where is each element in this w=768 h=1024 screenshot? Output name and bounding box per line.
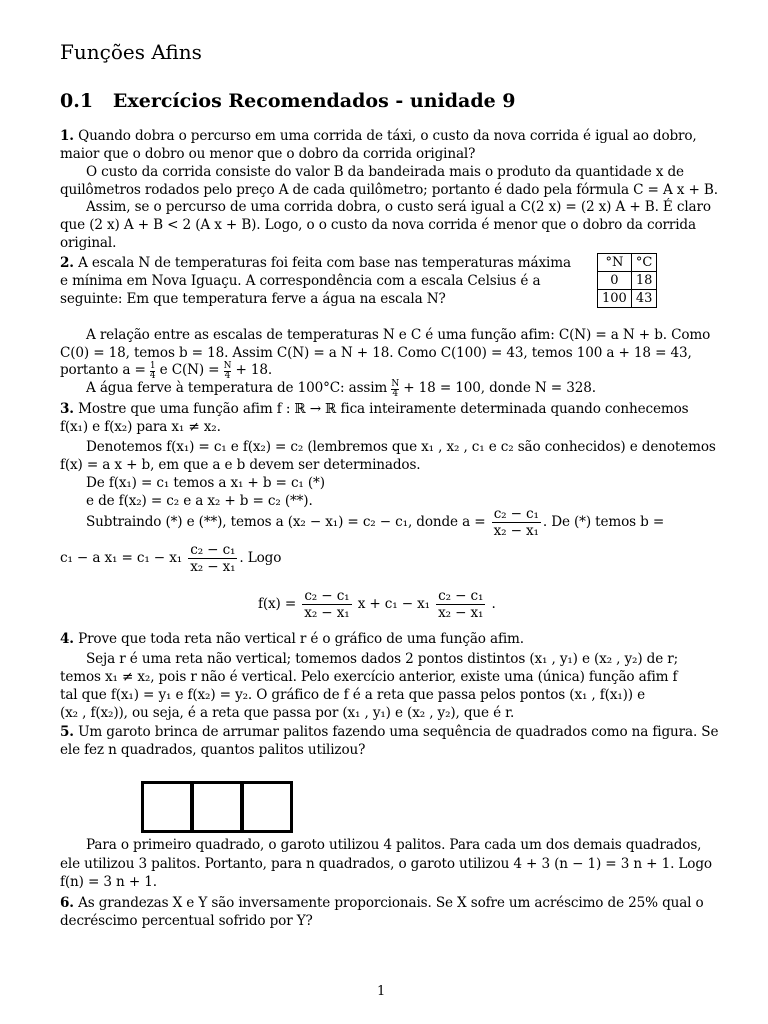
table-cell: 0 — [598, 272, 632, 290]
ex3-answer-line: Denotemos f(x₁) = c₁ e f(x₂) = c₂ (lembremos que x₁ , x₂ , c₁ e c₂ são conhecidos) e denotemos — [86, 439, 716, 455]
fraction: $\frac{\text{c₂ − c₁}}{\text{x₂ − x₁}}$ — [190, 542, 236, 575]
ex3-answer-line: f(x) = a x + b, em que a e b devem ser determinados. — [60, 457, 421, 473]
ex4-answer-line: (x₂ , f(x₂)), ou seja, é a reta que passa por (x₁ , y₁) e (x₂ , y₂), que é r. — [60, 705, 515, 721]
table-cell: °C — [631, 254, 657, 272]
ex4-answer-line: tal que f(x₁) = y₁ e f(x₂) = y₂. O gráfico de f é a reta que passa pelos pontos (x₁ , f(x₁)) e — [60, 687, 646, 703]
ex1-number: 1. — [60, 128, 74, 144]
section-heading — [60, 90, 516, 112]
inline-fraction: $\frac{1}{4}$ — [149, 361, 156, 381]
ex1-question-line: maior que o dobro ou menor que o dobro da corrida original? — [60, 146, 476, 162]
ex1-answer-line: O custo da corrida consiste do valor B da bandeirada mais o produto da quantidade x de — [86, 164, 684, 180]
ex5-answer-line: ele utilizou 3 palitos. Portanto, para n quadrados, o garoto utilizou 4 + 3 (n − 1) = 3 n + 1. Logo — [60, 856, 712, 872]
ex4-question-line: 4. Prove que toda reta não vertical r é o gráfico de uma função afim. — [60, 631, 524, 647]
fraction: $\frac{\text{c₂ − c₁}}{\text{x₂ − x₁}}$ — [304, 588, 350, 621]
ex1-answer-line: quilômetros rodados pelo preço A de cada quilômetro; portanto é dado pela fórmula C = A x + B. — [60, 182, 718, 198]
fraction: $\frac{\text{c₂ − c₁}}{\text{x₂ − x₁}}$ — [438, 588, 484, 621]
ex4-answer-line: temos x₁ ≠ x₂, pois r não é vertical. Pelo exercício anterior, existe uma (única) função afim f — [60, 669, 678, 685]
ex4-number: 4. — [60, 631, 74, 647]
page-number: 1 — [377, 984, 386, 999]
ex5-question-line: ele fez n quadrados, quantos palitos utilizou? — [60, 742, 366, 758]
ex2-question-line: seguinte: Em que temperatura ferve a água na escala N? — [60, 291, 446, 307]
ex5-answer-line: Para o primeiro quadrado, o garoto utilizou 4 palitos. Para cada um dos demais quadrados, — [86, 837, 702, 853]
ex1-answer-line: Assim, se o percurso de uma corrida dobra, o custo será igual a C(2 x) = (2 x) A + B. É claro — [86, 199, 711, 215]
ex5-answer-line: f(n) = 3 n + 1. — [60, 874, 157, 890]
section-number: 0.1 — [60, 90, 94, 112]
ex3-question-line: f(x₁) e f(x₂) para x₁ ≠ x₂. — [60, 419, 221, 435]
ex2-answer-line: C(0) = 18, temos b = 18. Assim C(N) = a N + 18. Como C(100) = 43, temos 100 a + 18 = 43, — [60, 345, 692, 361]
table-row — [598, 272, 657, 290]
matchstick-square — [191, 781, 243, 833]
ex3-answer-line: De f(x₁) = c₁ temos a x₁ + b = c₁ (*) — [86, 475, 325, 491]
table-header-row — [598, 254, 657, 272]
ex1-answer-line: que (2 x) A + B < 2 (A x + B). Logo, o o custo da nova corrida é menor que o dobro da corrida — [60, 217, 696, 233]
temperature-table — [597, 253, 657, 308]
ex6-question-line: decréscimo percentual sofrido por Y? — [60, 913, 313, 929]
matchstick-square — [141, 781, 193, 833]
ex3-answer-line: Subtraindo (*) e (**), temos a (x₂ − x₁) = c₂ − c₁, donde a = $\frac{\text{c₂ − c₁}}{\text{x₂ − x₁}}$ . De (*) temos b = — [86, 506, 665, 539]
ex6-number: 6. — [60, 895, 74, 911]
ex2-answer-line: portanto a = $\frac{1}{4}$ e C(N) = $\frac{N}{4}$ + 18. — [60, 361, 273, 381]
inline-fraction: $\frac{N}{4}$ — [391, 379, 400, 399]
matchstick-square — [241, 781, 293, 833]
table-cell: 100 — [598, 290, 632, 308]
ex4-answer-line: Seja r é uma reta não vertical; tomemos dados 2 pontos distintos (x₁ , y₁) e (x₂ , y₂) de r; — [86, 651, 679, 667]
fraction: $\frac{\text{c₂ − c₁}}{\text{x₂ − x₁}}$ — [493, 506, 539, 539]
display-formula: f(x) = $\frac{\text{c₂ − c₁}}{\text{x₂ − x₁}}$ x + c₁ − x₁ $\frac{\text{c₂ − c₁}}{\text{x₂ − x₁}}$ . — [258, 588, 496, 621]
ex2-question-line: e mínima em Nova Iguaçu. A correspondência com a escala Celsius é a — [60, 273, 541, 289]
ex2-number: 2. — [60, 255, 74, 271]
ex3-answer-line: c₁ − a x₁ = c₁ − x₁ $\frac{\text{c₂ − c₁}}{\text{x₂ − x₁}}$ . Logo — [60, 542, 282, 575]
section-title: Exercícios Recomendados - unidade 9 — [112, 90, 516, 112]
running-header: Funções Afins — [60, 40, 202, 64]
table-cell: °N — [598, 254, 632, 272]
ex1-question-line: 1. Quando dobra o percurso em uma corrida de táxi, o custo da nova corrida é igual ao dobro, — [60, 128, 697, 144]
table-row — [598, 290, 657, 308]
ex3-number: 3. — [60, 401, 74, 417]
ex3-answer-line: e de f(x₂) = c₂ e a x₂ + b = c₂ (**). — [86, 493, 313, 509]
ex2-question-line: 2. A escala N de temperaturas foi feita com base nas temperaturas máxima — [60, 255, 571, 271]
table-cell: 18 — [631, 272, 657, 290]
ex2-answer-line: A relação entre as escalas de temperaturas N e C é uma função afim: C(N) = a N + b. Como — [86, 327, 711, 343]
ex2-answer-line: A água ferve à temperatura de 100°C: assim $\frac{N}{4}$ + 18 = 100, donde N = 328. — [86, 379, 596, 399]
ex5-question-line: 5. Um garoto brinca de arrumar palitos fazendo uma sequência de quadrados como na figura. Se — [60, 724, 719, 740]
table-cell: 43 — [631, 290, 657, 308]
ex1-answer-line: original. — [60, 235, 117, 251]
inline-fraction: $\frac{N}{4}$ — [223, 361, 232, 381]
ex5-number: 5. — [60, 724, 74, 740]
ex6-question-line: 6. As grandezas X e Y são inversamente proporcionais. Se X sofre um acréscimo de 25% qual o — [60, 895, 704, 911]
ex3-question-line: 3. Mostre que uma função afim f : ℝ → ℝ fica inteiramente determinada quando conhecemos — [60, 401, 689, 417]
